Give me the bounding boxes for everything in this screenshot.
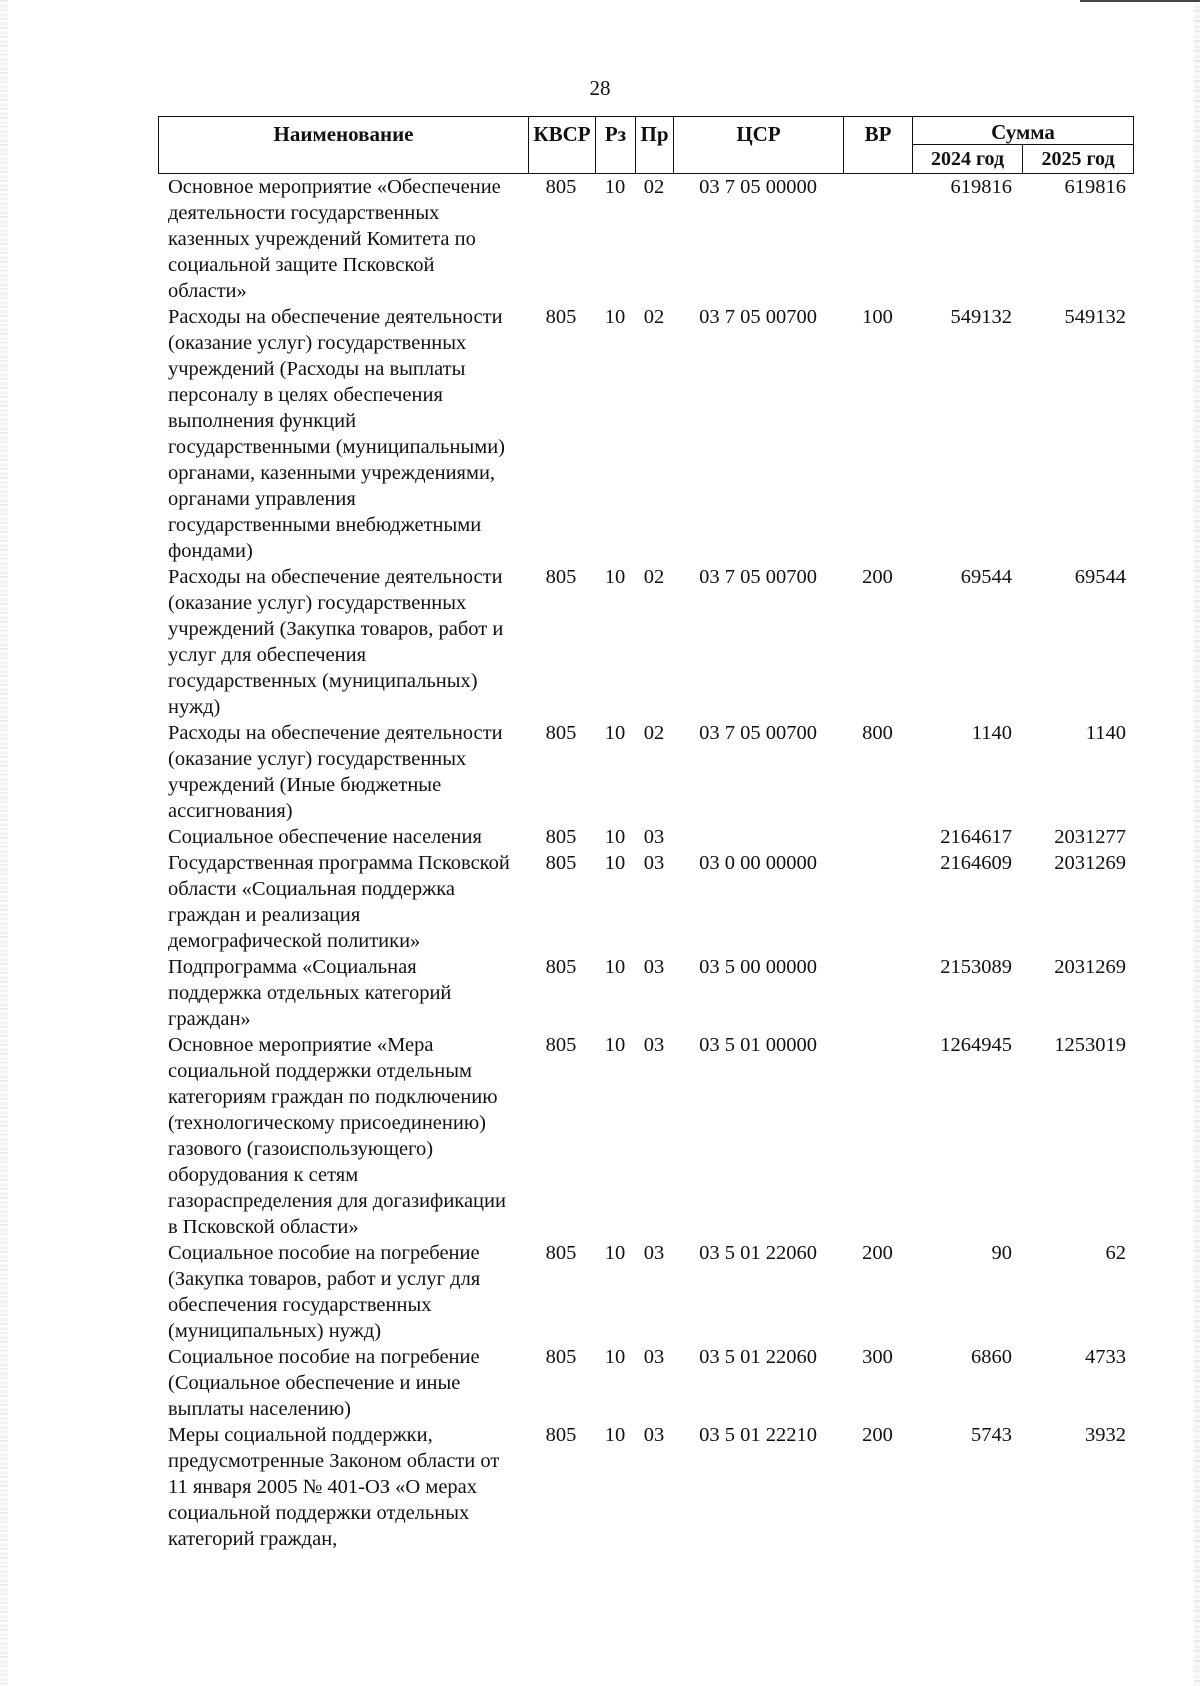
cell-kvsr: 805	[545, 1034, 577, 1056]
table-row	[158, 954, 1134, 1032]
cell-vr: 800	[862, 722, 893, 744]
cell-sum-2025: 1253019	[1054, 1034, 1126, 1056]
cell-sum-2024: 90	[991, 1242, 1012, 1264]
cell-name: Расходы на обеспечение деятельности (оказание услуг) государственных учреждений (Закупка товаров, работ и услуг для обеспечения государственных (муниципальных) нужд)	[168, 566, 504, 718]
cell-rz: 10	[604, 852, 626, 874]
cell-sum-2025: 69544	[1074, 566, 1126, 588]
cell-csr: 03 5 01 22210	[699, 1424, 817, 1446]
cell-vr: 200	[862, 1424, 893, 1446]
page-number: 28	[589, 76, 611, 100]
cell-sum-2024: 69544	[960, 566, 1012, 588]
header-rz: Рз	[596, 117, 636, 173]
cell-pr: 03	[643, 956, 665, 978]
cell-csr: 03 5 01 22060	[699, 1346, 817, 1368]
cell-sum-2024: 1264945	[940, 1034, 1012, 1056]
cell-sum-2025: 4733	[1085, 1346, 1126, 1368]
cell-pr: 03	[643, 852, 665, 874]
cell-vr: 200	[862, 1242, 893, 1264]
cell-sum-2025: 2031269	[1054, 852, 1126, 874]
cell-vr: 200	[862, 566, 893, 588]
cell-pr: 03	[643, 1034, 665, 1056]
cell-rz: 10	[604, 1242, 626, 1264]
cell-kvsr: 805	[545, 176, 577, 198]
cell-pr: 03	[643, 1424, 665, 1446]
cell-name: Основное мероприятие «Мера социальной поддержки отдельным категориям граждан по подключению (технологическому присоединению) газового (газоиспользующего) оборудования к сетям газораспределения для догазификации в Псковской области»	[168, 1034, 506, 1238]
table-row	[158, 1344, 1134, 1422]
table-row	[158, 304, 1134, 564]
cell-kvsr: 805	[545, 826, 577, 848]
cell-sum-2025: 3932	[1085, 1424, 1126, 1446]
cell-name: Меры социальной поддержки, предусмотренные Законом области от 11 января 2005 № 401-ОЗ «О мерах социальной поддержки отдельных категорий граждан,	[168, 1424, 500, 1550]
cell-rz: 10	[604, 566, 626, 588]
cell-name: Социальное пособие на погребение (Закупка товаров, работ и услуг для обеспечения государственных (муниципальных) нужд)	[168, 1242, 481, 1342]
header-year-2024: 2024 год	[913, 145, 1023, 173]
cell-sum-2024: 2164617	[940, 826, 1012, 848]
header-vr: ВР	[844, 117, 913, 173]
table-row	[158, 824, 1134, 850]
table-body	[158, 174, 1134, 1552]
cell-pr: 02	[643, 176, 665, 198]
cell-name: Расходы на обеспечение деятельности (оказание услуг) государственных учреждений (Расходы на выплаты персоналу в целях обеспечения выполнения функций государственными (муниципальными) органами, казенными учреждениями, органами управления государственными внебюджетными фондами)	[168, 306, 505, 562]
table-row	[158, 1240, 1134, 1344]
header-pr: Пр	[636, 117, 674, 173]
table-row	[158, 850, 1134, 954]
table-row	[158, 1032, 1134, 1240]
cell-sum-2025: 2031269	[1054, 956, 1126, 978]
cell-pr: 02	[643, 306, 665, 328]
table-row	[158, 174, 1134, 304]
cell-rz: 10	[604, 1034, 626, 1056]
cell-pr: 02	[643, 566, 665, 588]
cell-name: Социальное обеспечение населения	[168, 826, 482, 848]
cell-vr: 300	[862, 1346, 893, 1368]
cell-csr: 03 5 01 22060	[699, 1242, 817, 1264]
cell-csr: 03 5 01 00000	[699, 1034, 817, 1056]
cell-sum-2024: 2153089	[940, 956, 1012, 978]
header-name: Наименование	[159, 117, 529, 173]
cell-csr: 03 7 05 00700	[699, 306, 817, 328]
cell-pr: 03	[643, 826, 665, 848]
cell-sum-2024: 619816	[950, 176, 1012, 198]
cell-name: Расходы на обеспечение деятельности (оказание услуг) государственных учреждений (Иные бюджетные ассигнования)	[168, 722, 503, 822]
cell-vr: 100	[862, 306, 893, 328]
cell-rz: 10	[604, 826, 626, 848]
cell-sum-2024: 2164609	[940, 852, 1012, 874]
table-row	[158, 564, 1134, 720]
cell-sum-2024: 5743	[971, 1424, 1012, 1446]
cell-kvsr: 805	[545, 956, 577, 978]
cell-sum-2024: 549132	[950, 306, 1012, 328]
cell-pr: 03	[643, 1242, 665, 1264]
cell-sum-2025: 2031277	[1054, 826, 1126, 848]
cell-kvsr: 805	[545, 722, 577, 744]
cell-kvsr: 805	[545, 1424, 577, 1446]
cell-sum-2025: 1140	[1085, 722, 1126, 744]
scan-corner-mark	[1080, 0, 1200, 2]
cell-name: Государственная программа Псковской области «Социальная поддержка граждан и реализация демографической политики»	[168, 852, 510, 952]
cell-sum-2025: 619816	[1064, 176, 1126, 198]
cell-rz: 10	[604, 1346, 626, 1368]
cell-csr: 03 0 00 00000	[699, 852, 817, 874]
cell-rz: 10	[604, 722, 626, 744]
cell-csr: 03 7 05 00700	[699, 722, 817, 744]
table-row	[158, 720, 1134, 824]
cell-kvsr: 805	[545, 1346, 577, 1368]
cell-pr: 02	[643, 722, 665, 744]
cell-sum-2025: 549132	[1064, 306, 1126, 328]
table-header	[158, 116, 1134, 174]
cell-pr: 03	[643, 1346, 665, 1368]
cell-csr: 03 7 05 00700	[699, 566, 817, 588]
scan-edge-right	[1194, 0, 1200, 1686]
cell-rz: 10	[604, 1424, 626, 1446]
cell-rz: 10	[604, 956, 626, 978]
cell-csr: 03 5 00 00000	[699, 956, 817, 978]
cell-sum-2024: 1140	[971, 722, 1012, 744]
cell-kvsr: 805	[545, 566, 577, 588]
cell-csr: 03 7 05 00000	[699, 176, 817, 198]
header-sum: Сумма	[913, 117, 1133, 145]
table-row	[158, 1422, 1134, 1552]
cell-rz: 10	[604, 306, 626, 328]
cell-rz: 10	[604, 176, 626, 198]
cell-kvsr: 805	[545, 1242, 577, 1264]
cell-name: Основное мероприятие «Обеспечение деятельности государственных казенных учреждений Комитета по социальной защите Псковской области»	[168, 176, 501, 302]
header-sum-group	[913, 117, 1133, 173]
header-csr: ЦСР	[674, 117, 844, 173]
cell-kvsr: 805	[545, 306, 577, 328]
cell-name: Социальное пособие на погребение (Социальное обеспечение и иные выплаты населению)	[168, 1346, 480, 1420]
cell-sum-2024: 6860	[971, 1346, 1012, 1368]
cell-sum-2025: 62	[1105, 1242, 1126, 1264]
cell-kvsr: 805	[545, 852, 577, 874]
header-year-2025: 2025 год	[1041, 148, 1115, 170]
header-kvsr: КВСР	[529, 117, 596, 173]
cell-name: Подпрограмма «Социальная поддержка отдельных категорий граждан»	[168, 956, 452, 1030]
scan-edge-left	[0, 0, 8, 1686]
